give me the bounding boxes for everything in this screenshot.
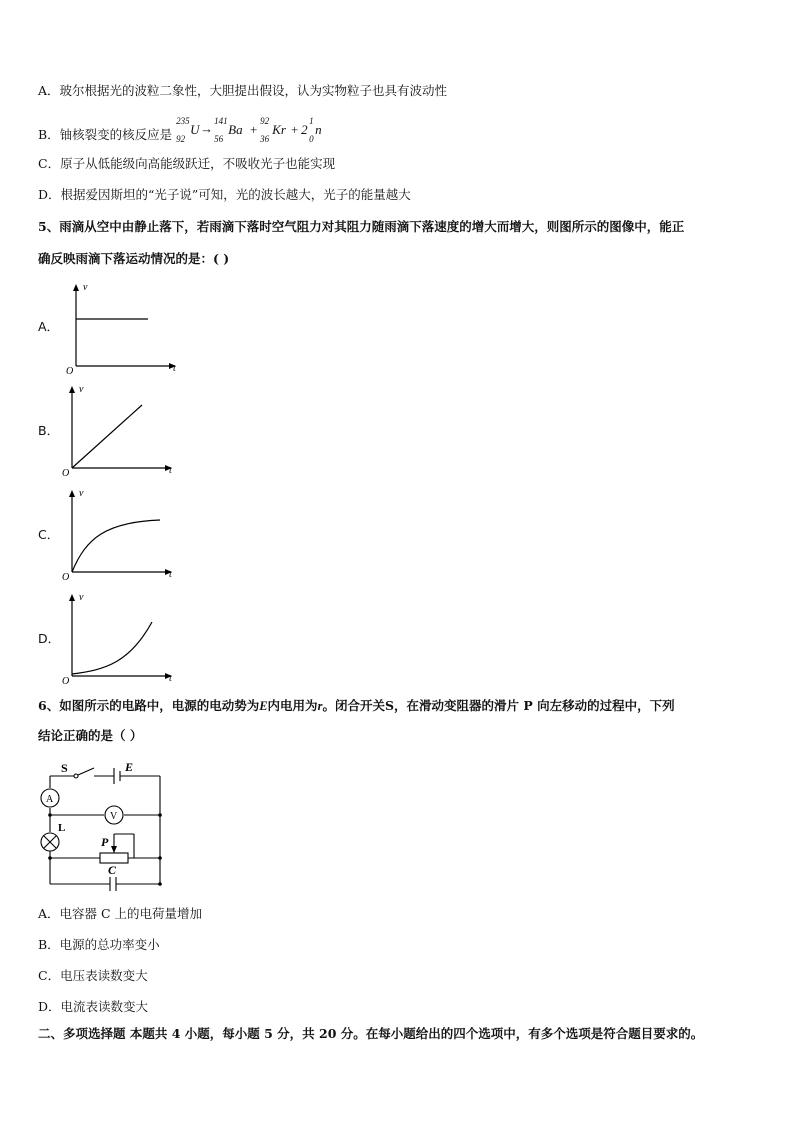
- q4-option-b-text: B．铀核裂变的核反应是: [38, 127, 173, 142]
- q6-stem-line1: [38, 697, 675, 715]
- q5-graph-b: [56, 382, 186, 478]
- axis-v-label: v: [83, 282, 88, 293]
- axis-t-label: t: [169, 465, 172, 476]
- axis-v-label: v: [79, 592, 84, 603]
- section-2-heading: 二、多项选择题 本题共 4 小题，每小题 5 分，共 20 分。在每小题给出的四个选项中，有多个选项是符合题目要求的。: [38, 1026, 704, 1041]
- axis-v-label: v: [79, 488, 84, 499]
- q4-option-c: C．原子从低能级向高能级跃迁，不吸收光子也能实现: [38, 156, 336, 171]
- origin-label: O: [66, 366, 74, 376]
- y-axis-arrow: [69, 386, 75, 393]
- q5-graph-c: [56, 486, 186, 582]
- ba-mass: 141: [214, 116, 228, 126]
- q5-option-c-label: C．: [38, 527, 60, 542]
- rheostat-body: [100, 853, 128, 863]
- kr-number: 36: [260, 134, 270, 144]
- q5-option-a-label: A．: [38, 319, 60, 334]
- capacitor-label: C: [108, 863, 117, 877]
- plus-sign: +: [249, 122, 258, 137]
- q6-stem-part2: 内电用为: [267, 698, 318, 713]
- axis-t-label: t: [169, 673, 172, 684]
- q6-resistance-symbol: r: [317, 699, 323, 713]
- q5-graph-d: [56, 590, 186, 686]
- lamp-label: L: [58, 822, 66, 834]
- ba-symbol: Ba: [228, 122, 243, 137]
- kr-symbol: Kr: [272, 122, 286, 137]
- curve-line: [72, 622, 152, 674]
- kr-mass: 92: [260, 116, 270, 126]
- q6-stem-line2: 结论正确的是（ ）: [38, 728, 143, 743]
- u-symbol: U: [190, 122, 200, 137]
- q5-graph-a: [60, 280, 190, 376]
- q6-option-a: A．电容器 C 上的电荷量增加: [38, 906, 203, 921]
- n-number: 0: [309, 134, 314, 144]
- q6-circuit-diagram: [38, 758, 170, 892]
- q5-option-b-label: B．: [38, 423, 60, 438]
- arrow-symbol: →: [200, 121, 214, 136]
- y-axis-arrow: [73, 284, 79, 291]
- q4-option-d: D．根据爱因斯坦的“光子说”可知，光的波长越大，光子的能量越大: [38, 187, 411, 202]
- junction-dot: [158, 813, 162, 817]
- u-mass: 235: [176, 116, 190, 126]
- q6-emf-symbol: E: [259, 699, 268, 713]
- slider-label: P: [101, 835, 109, 849]
- y-axis-arrow: [69, 490, 75, 497]
- emf-label: E: [125, 760, 134, 774]
- voltmeter-label: V: [110, 811, 118, 822]
- axis-t-label: t: [169, 569, 172, 580]
- q6-option-c: C．电压表读数变大: [38, 968, 148, 983]
- q4-option-b: [38, 116, 356, 144]
- n-symbol: n: [315, 122, 322, 137]
- switch-label: S: [61, 761, 68, 775]
- q6-stem-part3: 。闭合开关S，在滑动变阻器的滑片 P 向左移动的过程中，下列: [322, 698, 675, 713]
- n-mass: 1: [309, 116, 314, 126]
- q6-option-d: D．电流表读数变大: [38, 999, 149, 1014]
- curve-line: [72, 405, 142, 468]
- junction-dot: [158, 882, 162, 886]
- curve-line: [72, 520, 160, 572]
- axis-v-label: v: [79, 384, 84, 395]
- junction-dot: [158, 856, 162, 860]
- neutron-coefficient: 2: [301, 122, 308, 137]
- q6-option-b: B．电源的总功率变小: [38, 937, 160, 952]
- ba-number: 56: [214, 134, 224, 144]
- y-axis-arrow: [69, 594, 75, 601]
- junction-dot: [48, 813, 52, 817]
- q5-stem-line1: 5、雨滴从空中由静止落下，若雨滴下落时空气阻力对其阻力随雨滴下落速度的增大而增大，则图所示的图像中，能正: [38, 219, 685, 234]
- ammeter-label: A: [46, 794, 54, 805]
- u-number: 92: [176, 134, 186, 144]
- axis-t-label: t: [173, 363, 176, 374]
- q5-stem-line2: 确反映雨滴下落运动情况的是：( ): [38, 251, 230, 266]
- fission-equation: [176, 116, 356, 144]
- origin-label: O: [62, 676, 70, 686]
- slider-arrow-icon: [111, 846, 117, 853]
- origin-label: O: [62, 572, 70, 582]
- switch-blade: [78, 768, 94, 775]
- plus-sign: +: [290, 122, 299, 137]
- origin-label: O: [62, 468, 70, 478]
- switch-pivot: [74, 774, 78, 778]
- junction-dot: [48, 856, 52, 860]
- q4-option-a: A．玻尔根据光的波粒二象性，大胆提出假设，认为实物粒子也具有波动性: [38, 83, 448, 98]
- q5-option-d-label: D．: [38, 631, 61, 646]
- q6-stem-part1: 6、如图所示的电路中，电源的电动势为: [38, 698, 260, 713]
